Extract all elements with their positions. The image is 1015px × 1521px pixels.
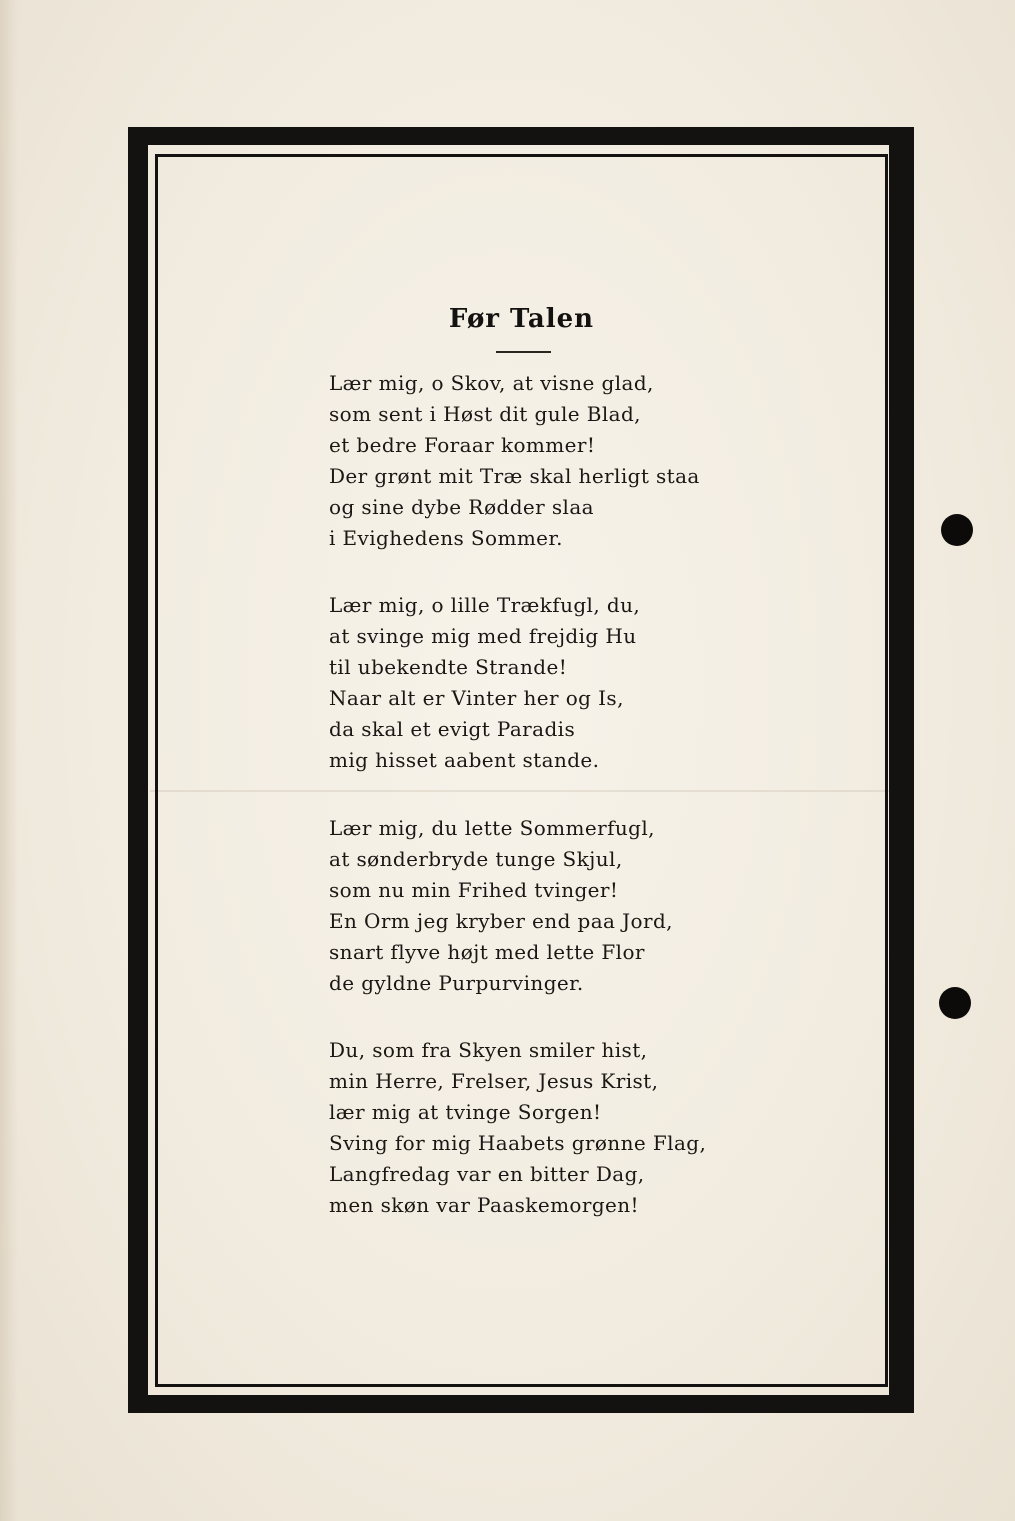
poem-line: mig hisset aabent stande. — [329, 748, 600, 772]
poem-line: Lær mig, o lille Trækfugl, du, — [329, 593, 641, 617]
poem-line: Naar alt er Vinter her og Is, — [329, 686, 624, 710]
poem-line: Der grønt mit Træ skal herligt staa — [329, 464, 700, 488]
poem-line: men skøn var Paaskemorgen! — [329, 1193, 639, 1217]
stanza-1 — [329, 368, 700, 554]
title-divider — [496, 351, 551, 353]
poem-line: de gyldne Purpurvinger. — [329, 971, 584, 995]
poem-line: da skal et evigt Paradis — [329, 717, 576, 741]
stanza-4 — [329, 1035, 706, 1221]
poem-line: Lær mig, o Skov, at visne glad, — [329, 371, 654, 395]
punch-hole-lower — [939, 987, 971, 1019]
poem-line: min Herre, Frelser, Jesus Krist, — [329, 1069, 659, 1093]
poem-line: som nu min Frihed tvinger! — [329, 878, 619, 902]
stanza-2 — [329, 590, 640, 776]
poem-line: lær mig at tvinge Sorgen! — [329, 1100, 602, 1124]
poem-line: til ubekendte Strande! — [329, 655, 568, 679]
stanza-3 — [329, 813, 673, 999]
punch-hole-upper — [941, 514, 973, 546]
poem-line: Langfredag var en bitter Dag, — [329, 1162, 645, 1186]
poem-line: som sent i Høst dit gule Blad, — [329, 402, 641, 426]
poem-line: En Orm jeg kryber end paa Jord, — [329, 909, 673, 933]
poem-line: et bedre Foraar kommer! — [329, 433, 596, 457]
poem-title: Før Talen — [448, 304, 595, 334]
paper-edge-shadow — [0, 0, 18, 1521]
poem-line: at sønderbryde tunge Skjul, — [329, 847, 623, 871]
poem-line: at svinge mig med frejdig Hu — [329, 624, 637, 648]
poem-line: i Evighedens Sommer. — [329, 526, 563, 550]
poem-line: snart flyve højt med lette Flor — [329, 940, 645, 964]
poem-line: Lær mig, du lette Sommerfugl, — [329, 816, 655, 840]
poem-line: og sine dybe Rødder slaa — [329, 495, 594, 519]
poem-line: Sving for mig Haabets grønne Flag, — [329, 1131, 707, 1155]
poem-line: Du, som fra Skyen smiler hist, — [329, 1038, 648, 1062]
